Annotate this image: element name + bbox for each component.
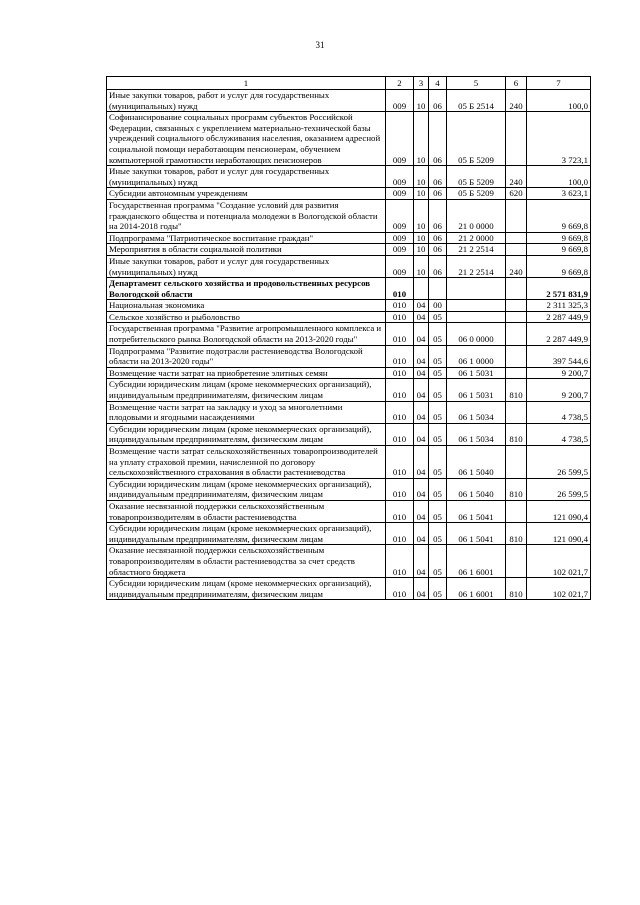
row-expense-type: 810: [506, 578, 527, 600]
row-target-article: 06 1 5031: [447, 367, 506, 379]
page-number: 31: [315, 40, 325, 50]
row-name: Государственная программа "Развитие агропромышленного комплекса и потребительского рынка Вологодской области на 2013-2020 годы": [107, 323, 386, 345]
row-target-article: 06 1 5034: [447, 401, 506, 423]
row-target-article: 21 2 2514: [447, 255, 506, 277]
row-name: Мероприятия в области социальной политики: [107, 244, 386, 256]
row-amount: 26 599,5: [527, 446, 591, 479]
row-name: Возмещение части затрат на закладку и уход за многолетними плодовыми и ягодными насаждениями: [107, 401, 386, 423]
table-row: [107, 199, 591, 232]
row-expense-type: 240: [506, 255, 527, 277]
row-ministry-code: 010: [386, 345, 414, 367]
row-expense-type: 810: [506, 423, 527, 445]
row-section: 10: [414, 188, 429, 200]
row-ministry-code: 010: [386, 311, 414, 323]
row-subsection: 05: [429, 323, 447, 345]
row-target-article: 21 0 0000: [447, 199, 506, 232]
row-amount: 397 544,6: [527, 345, 591, 367]
row-section: 10: [414, 166, 429, 188]
row-name: Иные закупки товаров, работ и услуг для государственных (муниципальных) нужд: [107, 255, 386, 277]
row-target-article: 06 1 5034: [447, 423, 506, 445]
row-target-article: 05 Б 5209: [447, 188, 506, 200]
table-row: [107, 300, 591, 312]
table-row: [107, 423, 591, 445]
row-section: 10: [414, 232, 429, 244]
row-subsection: 06: [429, 90, 447, 112]
row-amount: 26 599,5: [527, 478, 591, 500]
row-ministry-code: 009: [386, 112, 414, 166]
row-section: 04: [414, 311, 429, 323]
row-amount: 9 200,7: [527, 367, 591, 379]
row-subsection: [429, 278, 447, 300]
row-section: 04: [414, 446, 429, 479]
row-name: Сельское хозяйство и рыболовство: [107, 311, 386, 323]
row-section: 04: [414, 379, 429, 401]
header-col-2: 2: [386, 77, 414, 90]
row-amount: 2 287 449,9: [527, 323, 591, 345]
row-name: Субсидии юридическим лицам (кроме некоммерческих организаций), индивидуальным предпринимателям, физическим лицам: [107, 379, 386, 401]
row-amount: 3 623,1: [527, 188, 591, 200]
table-row: [107, 523, 591, 545]
row-ministry-code: 010: [386, 446, 414, 479]
row-subsection: 05: [429, 401, 447, 423]
row-subsection: 05: [429, 478, 447, 500]
row-expense-type: [506, 199, 527, 232]
row-ministry-code: 010: [386, 523, 414, 545]
table-row: [107, 578, 591, 600]
row-target-article: 21 2 2514: [447, 244, 506, 256]
table-row: [107, 323, 591, 345]
row-ministry-code: 009: [386, 90, 414, 112]
row-amount: 9 669,8: [527, 255, 591, 277]
row-ministry-code: 010: [386, 423, 414, 445]
row-amount: 3 723,1: [527, 112, 591, 166]
row-target-article: 06 1 6001: [447, 578, 506, 600]
row-target-article: 06 1 6001: [447, 545, 506, 578]
table-row: [107, 232, 591, 244]
row-expense-type: [506, 311, 527, 323]
row-subsection: 00: [429, 300, 447, 312]
row-name: Субсидии автономным учреждениям: [107, 188, 386, 200]
row-section: 10: [414, 112, 429, 166]
row-ministry-code: 009: [386, 199, 414, 232]
row-ministry-code: 009: [386, 188, 414, 200]
row-section: 04: [414, 523, 429, 545]
row-section: 04: [414, 545, 429, 578]
table-row: [107, 90, 591, 112]
row-target-article: 05 Б 5209: [447, 166, 506, 188]
row-ministry-code: 009: [386, 166, 414, 188]
row-amount: 121 090,4: [527, 500, 591, 522]
row-target-article: [447, 278, 506, 300]
row-target-article: 06 1 0000: [447, 345, 506, 367]
row-section: 04: [414, 345, 429, 367]
row-subsection: 06: [429, 166, 447, 188]
row-section: 04: [414, 423, 429, 445]
table-row: [107, 401, 591, 423]
row-name: Возмещение части затрат сельскохозяйственных товаропроизводителей на уплату страховой премии, начисленной по договору сельскохозяйственного страхования в области растениеводства: [107, 446, 386, 479]
row-subsection: 06: [429, 112, 447, 166]
row-name: Национальная экономика: [107, 300, 386, 312]
row-ministry-code: 009: [386, 232, 414, 244]
row-subsection: 06: [429, 232, 447, 244]
row-subsection: 05: [429, 423, 447, 445]
row-ministry-code: 010: [386, 300, 414, 312]
row-subsection: 05: [429, 367, 447, 379]
row-expense-type: [506, 112, 527, 166]
header-col-3: 3: [414, 77, 429, 90]
row-target-article: 06 1 5040: [447, 478, 506, 500]
row-subsection: 06: [429, 199, 447, 232]
header-col-6: 6: [506, 77, 527, 90]
row-target-article: [447, 311, 506, 323]
row-amount: 2 571 831,9: [527, 278, 591, 300]
row-expense-type: [506, 323, 527, 345]
row-target-article: [447, 300, 506, 312]
row-section: 04: [414, 500, 429, 522]
row-expense-type: 810: [506, 523, 527, 545]
row-name: Возмещение части затрат на приобретение элитных семян: [107, 367, 386, 379]
row-name: Подпрограмма "Патриотическое воспитание граждан": [107, 232, 386, 244]
table-row: [107, 345, 591, 367]
row-subsection: 05: [429, 446, 447, 479]
header-col-5: 5: [447, 77, 506, 90]
row-ministry-code: 010: [386, 379, 414, 401]
row-subsection: 05: [429, 545, 447, 578]
row-amount: 100,0: [527, 90, 591, 112]
row-ministry-code: 009: [386, 255, 414, 277]
row-section: 10: [414, 199, 429, 232]
row-amount: 9 669,8: [527, 232, 591, 244]
row-ministry-code: 009: [386, 244, 414, 256]
row-name: Иные закупки товаров, работ и услуг для государственных (муниципальных) нужд: [107, 166, 386, 188]
row-target-article: 05 Б 2514: [447, 90, 506, 112]
row-subsection: 05: [429, 578, 447, 600]
table-row: [107, 446, 591, 479]
row-ministry-code: 010: [386, 367, 414, 379]
row-amount: 102 021,7: [527, 545, 591, 578]
row-section: 10: [414, 255, 429, 277]
row-amount: 9 669,8: [527, 199, 591, 232]
row-section: 10: [414, 244, 429, 256]
row-amount: 4 738,5: [527, 401, 591, 423]
budget-table: [106, 76, 591, 600]
row-amount: 4 738,5: [527, 423, 591, 445]
row-name: Иные закупки товаров, работ и услуг для государственных (муниципальных) нужд: [107, 90, 386, 112]
table-row: [107, 166, 591, 188]
row-expense-type: [506, 401, 527, 423]
row-subsection: 05: [429, 500, 447, 522]
table-row: [107, 278, 591, 300]
table-row: [107, 311, 591, 323]
table-row: [107, 112, 591, 166]
row-section: 10: [414, 90, 429, 112]
row-subsection: 06: [429, 188, 447, 200]
row-ministry-code: 010: [386, 545, 414, 578]
row-amount: 121 090,4: [527, 523, 591, 545]
row-ministry-code: 010: [386, 478, 414, 500]
row-subsection: 06: [429, 244, 447, 256]
row-name: Оказание несвязанной поддержки сельскохозяйственным товаропроизводителям в области растениеводства: [107, 500, 386, 522]
row-section: 04: [414, 401, 429, 423]
row-amount: 9 669,8: [527, 244, 591, 256]
table-row: [107, 244, 591, 256]
row-subsection: 05: [429, 523, 447, 545]
row-expense-type: 240: [506, 90, 527, 112]
row-amount: 100,0: [527, 166, 591, 188]
row-subsection: 05: [429, 311, 447, 323]
row-name: Субсидии юридическим лицам (кроме некоммерческих организаций), индивидуальным предпринимателям, физическим лицам: [107, 478, 386, 500]
row-section: 04: [414, 323, 429, 345]
row-section: 04: [414, 300, 429, 312]
row-expense-type: 620: [506, 188, 527, 200]
row-ministry-code: 010: [386, 323, 414, 345]
row-expense-type: [506, 500, 527, 522]
row-expense-type: [506, 367, 527, 379]
header-col-4: 4: [429, 77, 447, 90]
row-expense-type: [506, 232, 527, 244]
row-expense-type: 810: [506, 478, 527, 500]
row-name: Департамент сельского хозяйства и продовольственных ресурсов Вологодской области: [107, 278, 386, 300]
table-row: [107, 188, 591, 200]
table-row: [107, 255, 591, 277]
row-target-article: 06 1 5031: [447, 379, 506, 401]
row-target-article: 21 2 0000: [447, 232, 506, 244]
table-row: [107, 367, 591, 379]
row-name: Субсидии юридическим лицам (кроме некоммерческих организаций), индивидуальным предпринимателям, физическим лицам: [107, 578, 386, 600]
table-row: [107, 500, 591, 522]
row-amount: 2 311 325,3: [527, 300, 591, 312]
row-target-article: 06 1 5041: [447, 523, 506, 545]
table-row: [107, 545, 591, 578]
row-expense-type: [506, 545, 527, 578]
row-section: 04: [414, 478, 429, 500]
row-amount: 9 200,7: [527, 379, 591, 401]
row-amount: 102 021,7: [527, 578, 591, 600]
row-subsection: 05: [429, 379, 447, 401]
row-name: Государственная программа "Создание условий для развития гражданского общества и потенциала молодежи в Вологодской области на 2014-2018 годы": [107, 199, 386, 232]
row-expense-type: [506, 244, 527, 256]
row-name: Субсидии юридическим лицам (кроме некоммерческих организаций), индивидуальным предпринимателям, физическим лицам: [107, 523, 386, 545]
table-row: [107, 379, 591, 401]
row-name: Софинансирование социальных программ субъектов Российской Федерации, связанных с укреплением материально-технической базы учреждений социального обслуживания населения, оказанием адресной социальной помощи неработающим пенсионерам, обучением компьютерной грамотности неработающих пенсионеров: [107, 112, 386, 166]
row-target-article: 06 0 0000: [447, 323, 506, 345]
row-expense-type: [506, 345, 527, 367]
row-subsection: 06: [429, 255, 447, 277]
row-name: Субсидии юридическим лицам (кроме некоммерческих организаций), индивидуальным предпринимателям, физическим лицам: [107, 423, 386, 445]
row-name: Оказание несвязанной поддержки сельскохозяйственным товаропроизводителям в области растениеводства за счет средств областного бюджета: [107, 545, 386, 578]
row-ministry-code: 010: [386, 401, 414, 423]
row-target-article: 06 1 5041: [447, 500, 506, 522]
row-section: 04: [414, 578, 429, 600]
row-subsection: 05: [429, 345, 447, 367]
row-target-article: 06 1 5040: [447, 446, 506, 479]
row-amount: 2 287 449,9: [527, 311, 591, 323]
row-expense-type: [506, 446, 527, 479]
row-expense-type: 810: [506, 379, 527, 401]
table-row: [107, 478, 591, 500]
row-section: [414, 278, 429, 300]
row-name: Подпрограмма "Развитие подотрасли растениеводства Вологодской области на 2013-2020 годы": [107, 345, 386, 367]
header-col-7: 7: [527, 77, 591, 90]
row-expense-type: [506, 278, 527, 300]
row-target-article: 05 Б 5209: [447, 112, 506, 166]
table-header-row: [107, 77, 591, 90]
row-ministry-code: 010: [386, 278, 414, 300]
row-section: 04: [414, 367, 429, 379]
row-ministry-code: 010: [386, 500, 414, 522]
header-col-1: 1: [107, 77, 386, 90]
row-ministry-code: 010: [386, 578, 414, 600]
row-expense-type: 240: [506, 166, 527, 188]
row-expense-type: [506, 300, 527, 312]
